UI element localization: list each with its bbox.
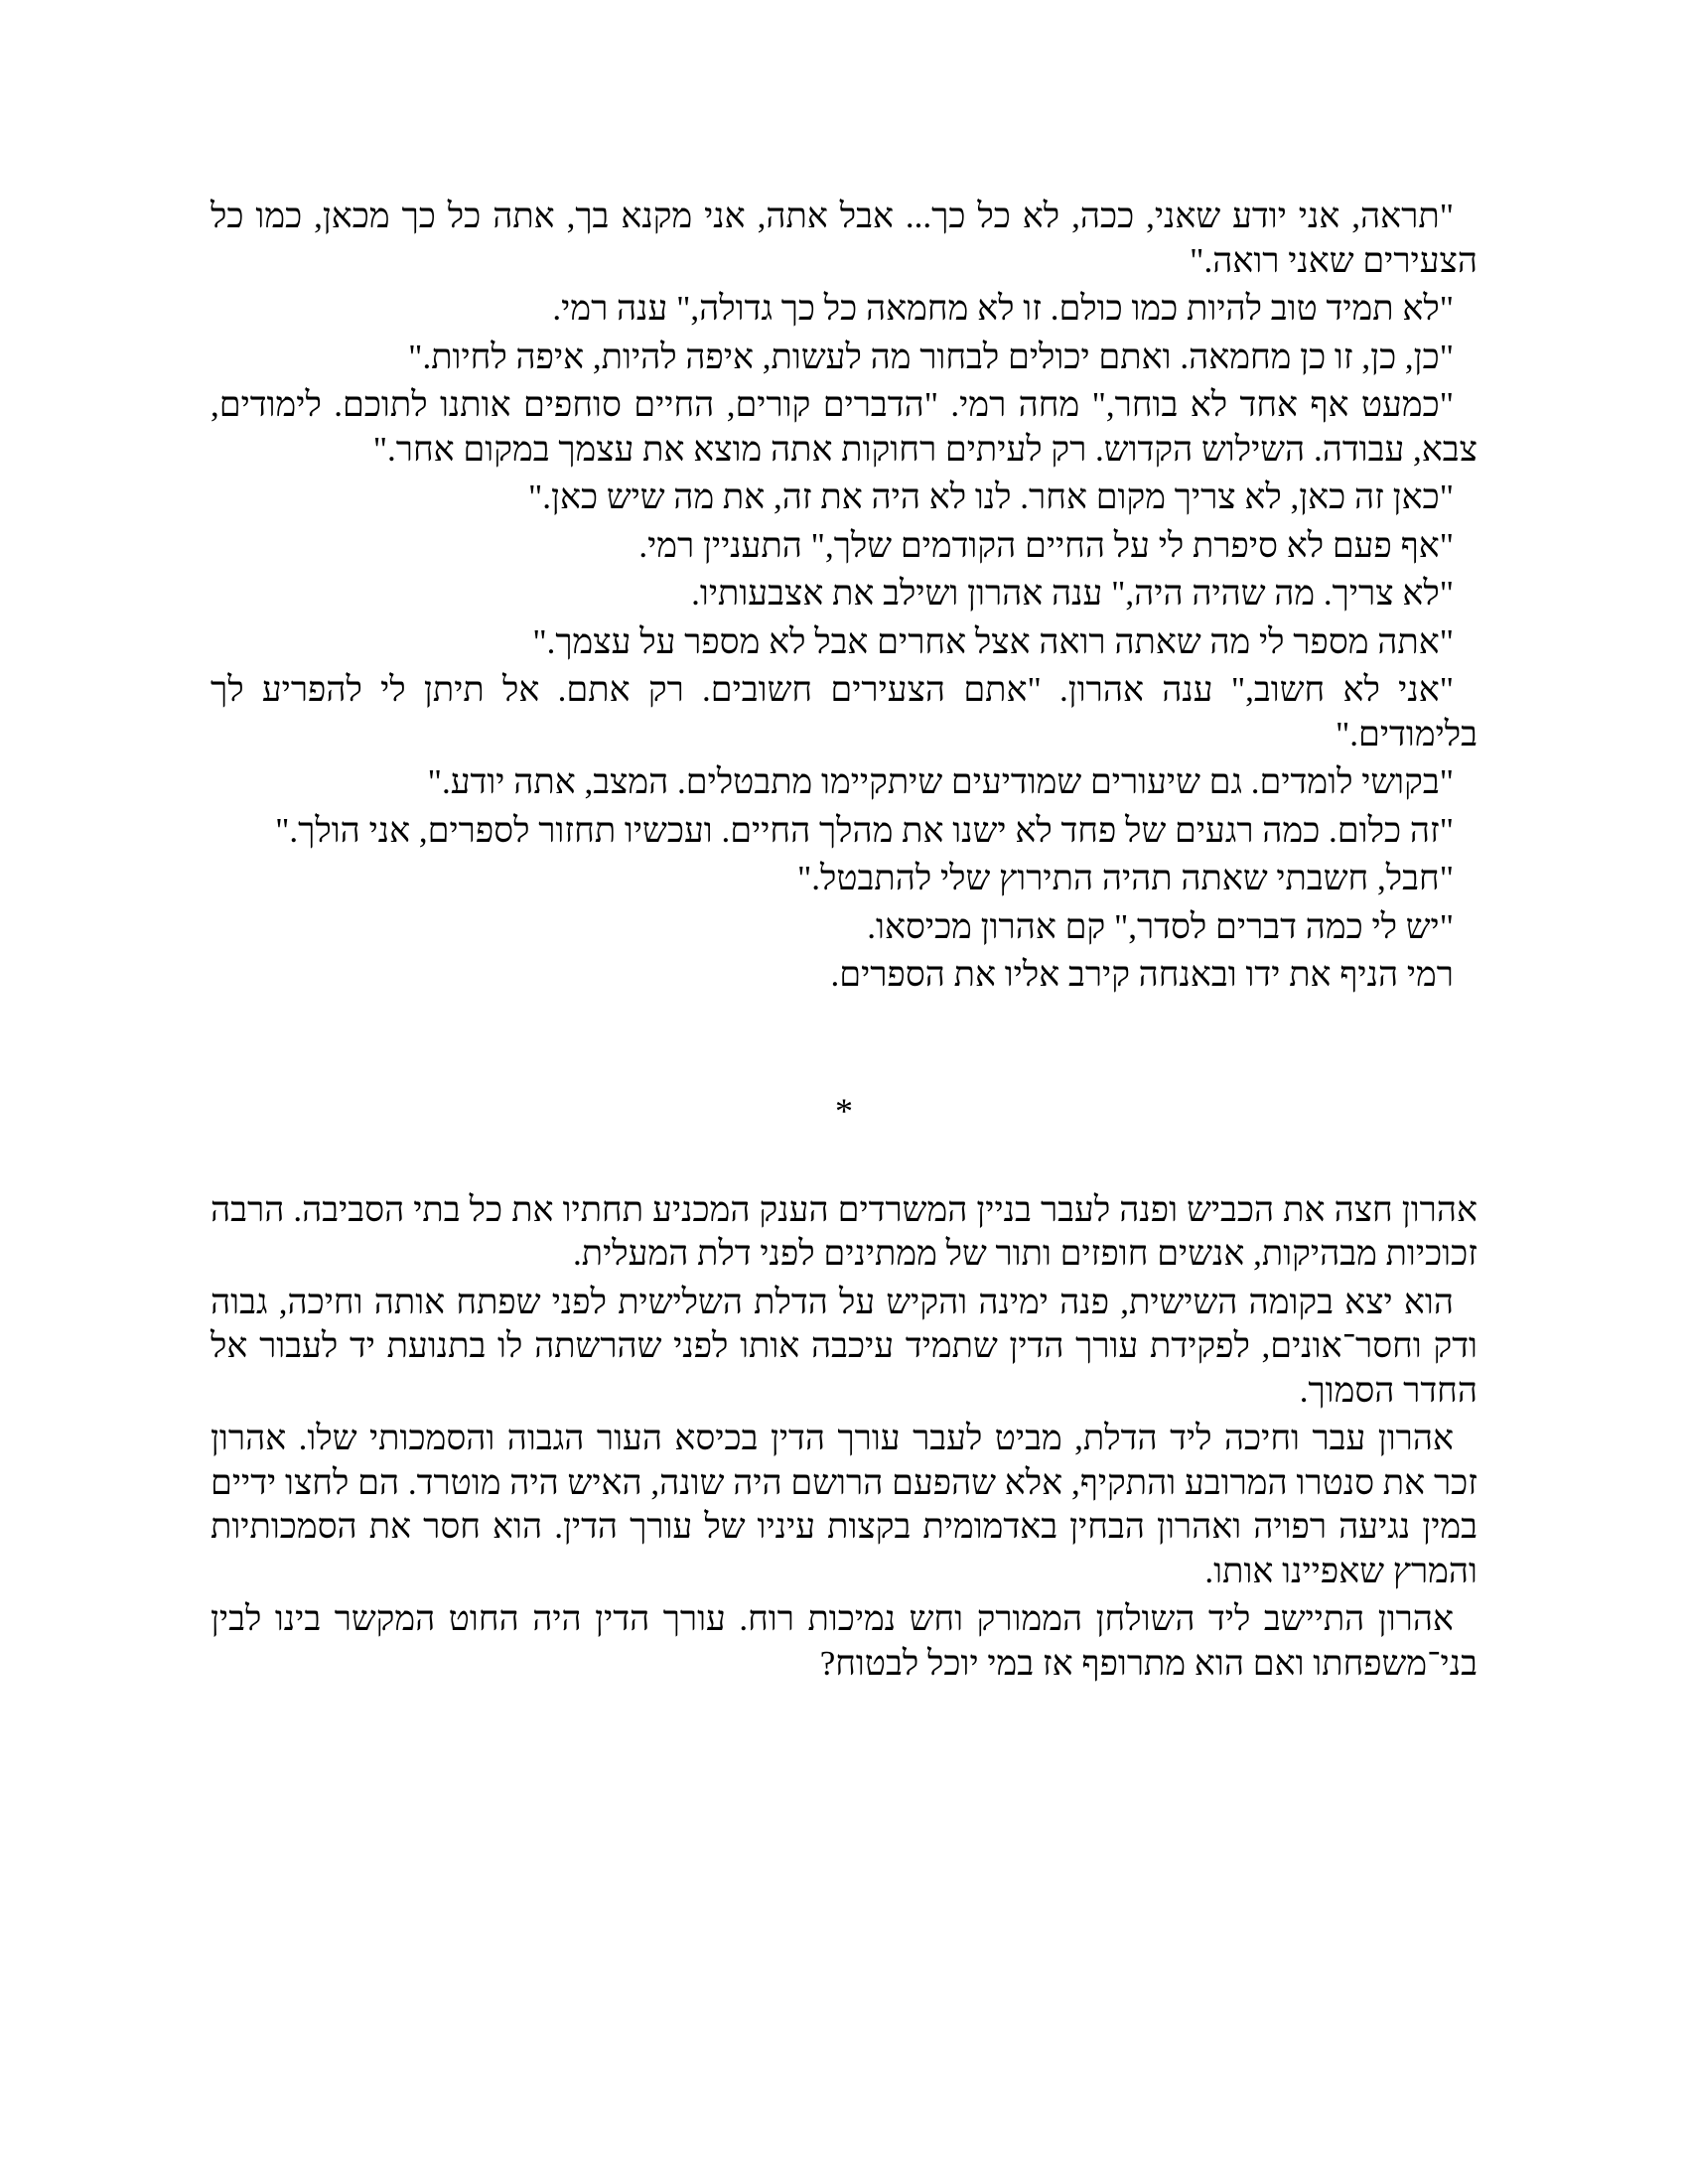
paragraph: הוא יצא בקומה השישית, פנה ימינה והקיש על הדלת השלישית לפני שפתח אותה וחיכה, גבוה ודק וחסר־אונים, לפקידת עורך הדין שתמיד עיכבה אותו לפני שהרשתה לו בתנועת יד לעבור אל החדר הסמוך. — [211, 1282, 1477, 1410]
paragraph: אהרון עבר וחיכה ליד הדלת, מביט לעבר עורך הדין בכיסא העור הגבוה והסמכותי שלו. אהרון זכר את סנטרו המרובע והתקיף, אלא שהפעם הרושם היה שונה, האיש היה מוטרד. הם לחצו ידיים במין נגיעה רפויה ואהרון הבחין באדמומית בקצות עיניו של עורך הדין. הוא חסר את הסמכותיות והמרץ שאפיינו אותו. — [211, 1419, 1477, 1590]
paragraph: "כן, כן, זו כן מחמאה. ואתם יכולים לבחור מה לעשות, איפה להיות, איפה לחיות." — [408, 337, 1454, 376]
document-page — [211, 195, 1477, 1690]
paragraph: "לא צריך. מה שהיה היה," ענה אהרון ושילב את אצבעותיו. — [691, 574, 1454, 613]
paragraph: אהרון התיישב ליד השולחן הממורק וחש נמיכות רוח. עורך הדין היה החוט המקשר בינו לבין בני־משפחתו ואם הוא מתרופף אז במי יוכל לבטוח? — [211, 1599, 1477, 1683]
section-separator: * — [835, 1090, 853, 1131]
paragraph: "חבל, חשבתי שאתה תהיה התירוץ שלי להתבטל." — [796, 859, 1454, 897]
dialogue-section — [211, 195, 1477, 998]
paragraph: "יש לי כמה דברים לסדר," קם אהרון מכיסאו. — [867, 906, 1454, 946]
paragraph: "בקושי לומדים. גם שיעורים שמודיעים שיתקיימו מתבטלים. המצב, אתה יודע." — [427, 762, 1454, 801]
paragraph: "לא תמיד טוב להיות כמו כולם. זו לא מחמאה כל כך גדולה," ענה רמי. — [552, 289, 1454, 328]
paragraph: "כאן זה כאן, לא צריך מקום אחר. לנו לא היה את זה, את מה שיש כאן." — [528, 478, 1454, 516]
paragraph: "תראה, אני יודע שאני, ככה, לא כל כך... אבל אתה, אני מקנא בך, אתה כל כך מכאן, כמו כל הצעירים שאני רואה." — [211, 197, 1477, 280]
paragraph: "זה כלום. כמה רגעים של פחד לא ישנו את מהלך החיים. ועכשיו תחזור לספרים, אני הולך." — [275, 810, 1454, 850]
paragraph: "אתה מספר לי מה שאתה רואה אצל אחרים אבל לא מספר על עצמך." — [532, 621, 1454, 661]
narrative-section — [211, 1188, 1477, 1687]
paragraph: "כמעט אף אחד לא בוחר," מחה רמי. "הדברים קורים, החיים סוחפים אותנו לתוכם. לימודים, צבא, עבודה. השילוש הקדוש. רק לעיתים רחוקות אתה מוצא את עצמך במקום אחר." — [211, 385, 1477, 469]
paragraph: אהרון חצה את הכביש ופנה לעבר בניין המשרדים הענק המכניע תחתיו את כל בתי הסביבה. הרבה זכוכיות מבהיקות, אנשים חופזים ותור של ממתינים לפני דלת המעלית. — [211, 1189, 1477, 1273]
paragraph: "אף פעם לא סיפרת לי על החיים הקודמים שלך," התעניין רמי. — [638, 525, 1454, 565]
paragraph: רמי הניף את ידו ובאנחה קירב אליו את הספרים. — [830, 955, 1454, 994]
paragraph: "אני לא חשוב," ענה אהרון. "אתם הצעירים חשובים. רק אתם. אל תיתן לי להפריע לך בלימודים." — [211, 670, 1477, 753]
